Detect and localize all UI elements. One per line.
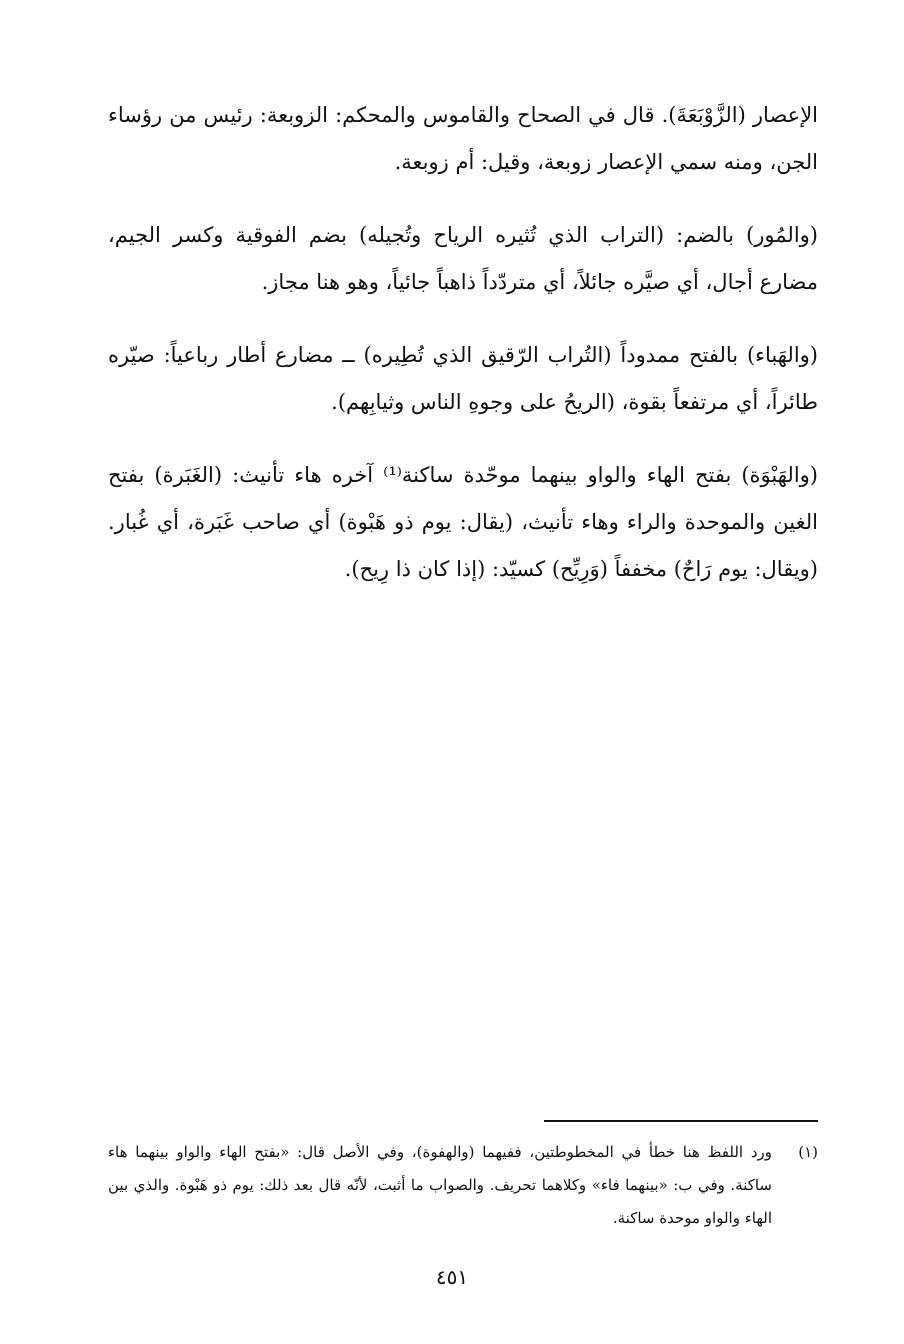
footnote-text: ورد اللفظ هنا خطأ في المخطوطتين، ففيهما (والهفوة)، وفي الأصل قال: «بفتح الهاء والواو بينهما هاء ساكنة. وفي ب: «بينهما فاء» وكلاهما تحريف. والصواب ما أثبت، لأنّه قال بعد ذلك: يوم ذو هَبْوة. والذي بين الهاء والواو موحدة ساكنة. bbox=[108, 1143, 772, 1227]
footnotes bbox=[108, 1136, 818, 1235]
paragraph-mur: (والمُور) بالضم: (التراب الذي تُثيره الرياح وتُجيله) بضم الفوقية وكسر الجيم، مضارع أجال، أي صيَّره جائلاً، أي متردّداً ذاهباً جائياً، وهو هنا مجاز. bbox=[108, 223, 818, 294]
footnote-divider bbox=[544, 1120, 818, 1122]
footnote-number: (١) bbox=[798, 1143, 818, 1161]
main-text bbox=[108, 92, 818, 619]
paragraph-habwa: (والهَبْوَة) بفتح الهاء والواو بينهما موحّدة ساكنة⁽¹⁾ آخره هاء تأنيث: (الغَبَرة) بفتح الغين والموحدة والراء وهاء تأنيث، (يقال: يوم ذو هَبْوة) أي صاحب غَبَرة، أي غُبار. (ويقال: يوم رَاحٌ) مخففاً (وَرِيِّح) كسيّد: (إذا كان ذا رِيح). bbox=[108, 463, 818, 581]
paragraph-zawbaa: الإعصار (الزَّوْبَعَةَ). قال في الصحاح والقاموس والمحكم: الزوبعة: رئيس من رؤساء الجن، ومنه سمي الإعصار زوبعة، وقيل: أم زوبعة. bbox=[108, 103, 818, 174]
paragraph-haba: (والهَباء) بالفتح ممدوداً (التُراب الرّقيق الذي تُطِيره) ــ مضارع أطار رباعياً: صيّره طائراً، أي مرتفعاً بقوة، (الريحُ على وجوهِ الناس وثيابِهم). bbox=[108, 343, 818, 414]
footnote-item bbox=[108, 1136, 818, 1235]
page-number: ٤٥١ bbox=[435, 1265, 469, 1289]
